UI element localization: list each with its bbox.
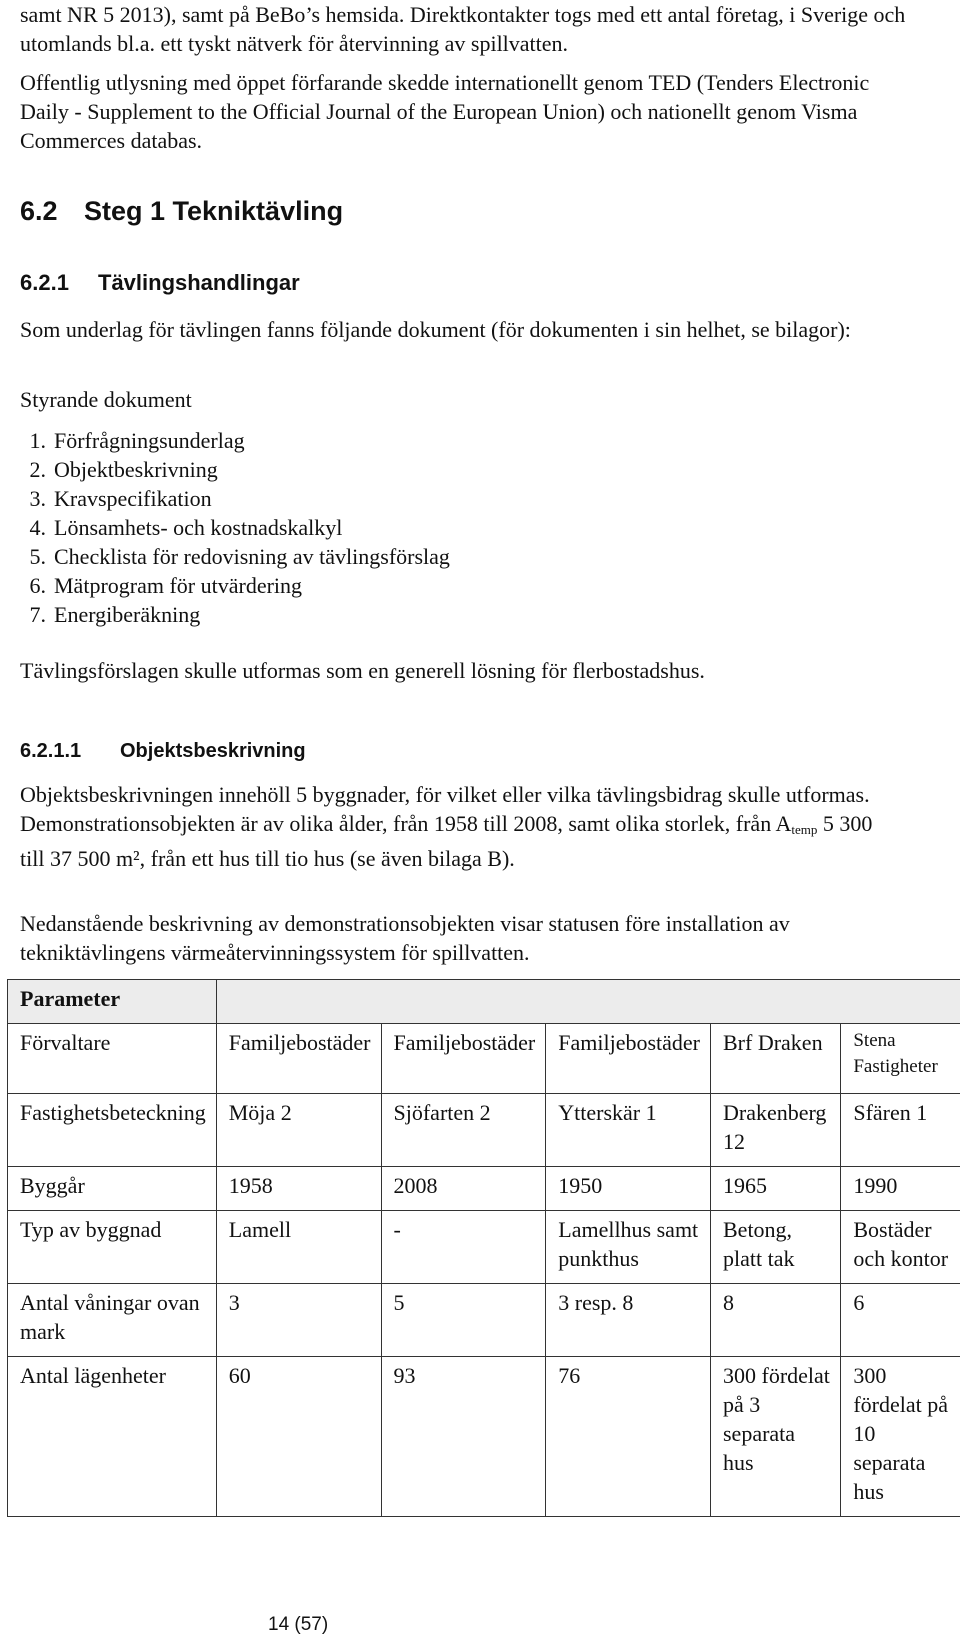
list-item-label: Förfrågningsunderlag [54, 428, 245, 453]
subsubsection-title: Objektsbeskrivning [120, 740, 306, 762]
intro-paragraph-1: samt NR 5 2013), samt på BeBo’s hemsida. Direktkontakter togs med ett antal företag, i Sverige och utomlands bl.a. ett tyskt nätverk för återvinning av spillvatten. [20, 2, 906, 56]
table-cell: Sfären 1 [841, 1094, 960, 1167]
subsection-number: 6.2.1 [20, 270, 69, 295]
row-label: Fastighetsbeteckning [8, 1094, 217, 1167]
table-cell: 1958 [216, 1167, 381, 1211]
list-item-label: Mätprogram för utvärdering [54, 573, 303, 598]
table-cell: - [381, 1211, 546, 1284]
table-header-fill [216, 980, 960, 1024]
section-heading [20, 196, 343, 227]
table-cell: Stena Fastigheter [841, 1024, 960, 1094]
parameter-table [7, 979, 960, 1517]
list-item-label: Lönsamhets- och kostnadskalkyl [54, 515, 343, 540]
table-cell: Bostäder och kontor [841, 1211, 960, 1284]
document-list [20, 426, 450, 629]
subsubsection-number: 6.2.1.1 [20, 740, 82, 762]
table-header-row [8, 980, 960, 1024]
list-item: 7. Energiberäkning [29, 602, 201, 627]
table-cell: 8 [711, 1284, 841, 1357]
subsection-title: Tävlingshandlingar [98, 270, 300, 295]
table-cell: 3 [216, 1284, 381, 1357]
list-item: 6. Mätprogram för utvärdering [29, 573, 303, 598]
table-cell: 5 [381, 1284, 546, 1357]
section-title: Steg 1 Tekniktävling [84, 196, 344, 226]
subsubsection-heading [20, 740, 306, 763]
subsection-heading [20, 270, 300, 296]
table-cell: Brf Draken [711, 1024, 841, 1094]
intro-paragraph-2: Offentlig utlysning med öppet förfarande skedde internationellt genom TED (Tenders Electronic Daily - Supplement to the Official Journal of the European Union) och nationellt genom Visma Commerces databas. [20, 70, 870, 153]
objekt-paragraph: Objektsbeskrivningen innehöll 5 byggnader, för vilket eller vilka tävlingsbidrag skulle utformas. Demonstrationsobjekten är av olika ålder, från 1958 till 2008, samt olika storlek, från $A_{temp}$ 5 300 till 37 500 m², från ett hus till tio hus (se även bilaga B). [20, 782, 873, 871]
table-row [8, 1094, 960, 1167]
table-cell: Familjebostäder [381, 1024, 546, 1094]
table-cell: Lamell [216, 1211, 381, 1284]
row-label: Förvaltare [8, 1024, 217, 1094]
list-item-label: Kravspecifikation [54, 486, 212, 511]
table-row [8, 1357, 960, 1517]
table-cell: 2008 [381, 1167, 546, 1211]
table-cell: 93 [381, 1357, 546, 1517]
table-cell: Familjebostäder [216, 1024, 381, 1094]
list-item: 3. Kravspecifikation [29, 486, 212, 511]
row-label: Byggår [8, 1167, 217, 1211]
table-cell: Lamellhus samt punkthus [546, 1211, 711, 1284]
list-item: 4. Lönsamhets- och kostnadskalkyl [29, 515, 343, 540]
table-cell: Betong, platt tak [711, 1211, 841, 1284]
table-cell: Möja 2 [216, 1094, 381, 1167]
list-item: 1. Förfrågningsunderlag [29, 428, 245, 453]
table-cell: 3 resp. 8 [546, 1284, 711, 1357]
table-row [8, 1284, 960, 1357]
table-header-cell: Parameter [8, 980, 217, 1024]
row-label: Typ av byggnad [8, 1211, 217, 1284]
list-item: 5. Checklista för redovisning av tävlingsförslag [29, 544, 450, 569]
table-cell: Ytterskär 1 [546, 1094, 711, 1167]
page-number: 14 (57) [268, 1614, 329, 1635]
table-cell: 76 [546, 1357, 711, 1517]
table-cell: 1950 [546, 1167, 711, 1211]
list-item-label: Energiberäkning [54, 602, 201, 627]
table-cell: 300 fördelat på 3 separata hus [711, 1357, 841, 1517]
list-item-label: Checklista för redovisning av tävlingsförslag [54, 544, 450, 569]
table-cell: 1990 [841, 1167, 960, 1211]
table-row [8, 1211, 960, 1284]
section-number: 6.2 [20, 196, 58, 226]
tavlingsforslag-paragraph: Tävlingsförslagen skulle utformas som en generell lösning för flerbostadshus. [20, 658, 705, 683]
nedanstaende-paragraph: Nedanstående beskrivning av demonstrationsobjekten visar statusen före installation av tekniktävlingens värmeåtervinningssystem för spillvatten. [20, 911, 790, 965]
table-row [8, 1167, 960, 1211]
table-cell: 300 fördelat på 10 separata hus [841, 1357, 960, 1517]
table-cell: Familjebostäder [546, 1024, 711, 1094]
table-cell: Drakenberg 12 [711, 1094, 841, 1167]
list-item: 2. Objektbeskrivning [29, 457, 218, 482]
row-label: Antal lägenheter [8, 1357, 217, 1517]
table-cell: 1965 [711, 1167, 841, 1211]
table-cell: 60 [216, 1357, 381, 1517]
temp-subscript: temp [791, 822, 818, 837]
row-label: Antal våningar ovan mark [8, 1284, 217, 1357]
underlag-paragraph: Som underlag för tävlingen fanns följande dokument (för dokumenten i sin helhet, se bilagor): [20, 317, 851, 342]
table-cell: 6 [841, 1284, 960, 1357]
table-row [8, 1024, 960, 1094]
styrande-label: Styrande dokument [20, 387, 192, 412]
list-item-label: Objektbeskrivning [54, 457, 218, 482]
table-cell: Sjöfarten 2 [381, 1094, 546, 1167]
